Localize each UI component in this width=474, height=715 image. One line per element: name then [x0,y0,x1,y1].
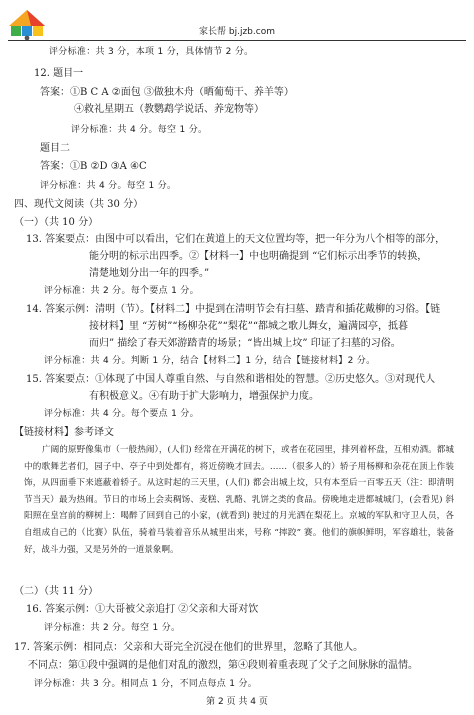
subsection-heading: （一）（共 10 分） [14,217,99,228]
question-14-answer: 14. 答案示例：清明（节）。【材料二】中提到在清明节会有扫墓、踏青和插花戴柳的习俗。【链 [26,304,441,315]
answer-line: ④救礼星期五（教鹦鹉学说话、养宠物等） [74,104,264,115]
subsection-heading: （二）（共 11 分） [14,586,99,597]
question-16-answer: 16. 答案示例：①大哥被父亲追打 ②父亲和大哥对饮 [26,604,259,615]
score-line: 评分标准：共 4 分。判断 1 分，结合【材料二】1 分，结合【链接材料】2 分。 [44,356,376,366]
score-line: 评分标准：共 2 分。每空 1 分。 [44,623,181,633]
score-line: 评分标准：共 3 分。相同点 1 分，不同点每点 1 分。 [34,679,258,689]
answer-line: 答案：①B C A ②面包 ③做独木舟（晒葡萄干、养羊等） [40,87,294,98]
question-13-answer: 13. 答案要点：由图中可以看出，它们在黄道上的天文位置均等，把一年分为八个相等的部分， [26,234,446,245]
section-heading: 四、现代文阅读（共 30 分） [14,199,144,210]
answer-line: 清楚地划分出一年的四季。” [89,268,210,279]
question-15-answer: 15. 答案要点：①体现了中国人尊重自然、与自然和谐相处的智慧。②历史悠久。③对现代人 [26,374,436,385]
score-line: 评分标准：共 2 分。每个要点 1 分。 [44,286,199,296]
answer-line: 而归” 描绘了春天郊游踏青的场景；“皆出城上坟” 印证了扫墓的习俗。 [89,338,401,349]
score-line: 评分标准：共 4 分。每空 1 分。 [71,125,208,135]
subquestion-title: 题目二 [40,143,70,154]
translation-heading: 【链接材料】参考译文 [14,427,114,438]
score-line: 评分标准：共 4 分。每空 1 分。 [40,181,177,191]
page-number: 第 2 页 共 4 页 [206,697,268,707]
answer-line: 答案：①B ②D ③A ④C [40,161,147,172]
answer-line: 有积极意义。④有助于扩大影响力，增强保护力度。 [89,391,319,402]
answer-line: 接材料】里 “芳树”“杨柳杂花”“梨花”“都城之歌儿舞女，遍满园亭，抵暮 [89,321,408,332]
site-name: 家长帮 bj.jzb.com [199,27,275,37]
score-line: 评分标准：共 3 分，本项 1 分，具体情节 2 分。 [49,47,254,57]
page-header [0,0,474,50]
score-line: 评分标准：共 4 分。每个要点 1 分。 [44,409,199,419]
answer-line: 不同点：第①段中强调的是他们对乱的激烈，第④段则着重表现了父子之间脉脉的温情。 [28,660,418,671]
answer-line: 能分明的标示出四季。②【材料一】中也明确提到 “它们标示出季节的转换， [89,251,428,262]
question-17-answer: 17. 答案示例：相同点：父亲和大哥完全沉浸在他们的世界里，忽略了其他人。 [14,642,364,653]
question-12-title: 12. 题目一 [34,68,84,79]
header-divider [8,40,466,41]
translation-paragraph: 广阔的原野像集市（一般热闹），(人们) 经常在开满花的树下，或者在花园里，排列着杯盘，互相劝酒。都城中的歌舞艺者们，园子中、亭子中到处都有，将近傍晚才回去。……（很多人的）轿子用杨柳和杂花在顶上作装饰，从四面垂下来遮蔽着轿子。从这时起的三天里，(人们) 都会出城上坟，只有本至后一百零五天（注：即清明节当天）最为热闹。节日的市场上会卖稠饧、麦糕、乳酪、乳饼之类的食品。傍晚地走进都城城门，(会看见) 斜阳照在皇宫前的柳树上：喝醉了回到自己的小家，(就看到) 驶过的月光洒在梨花上。京城的军队和守卫人员，各自组成自己的（比赛）队伍，骑着马装着音乐从城里出来，号称 “摔跤” 赛。他们的旗帜鲜明，军容雄壮，装备好，战斗力强，又是另外的一道景象啊。 [24,445,454,555]
